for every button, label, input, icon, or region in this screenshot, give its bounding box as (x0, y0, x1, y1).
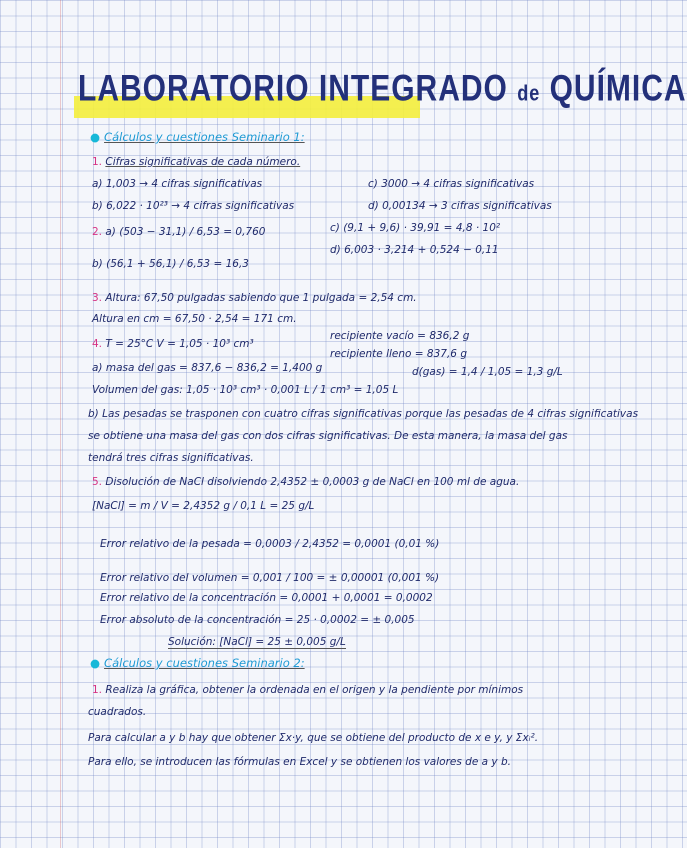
paragraph-line-1: b) Las pesadas se trasponen con cuatro cifras significativas porque las pesadas de 4 cifras significativas (88, 408, 639, 420)
bullet-icon: ● (90, 656, 101, 670)
bullet-icon: ● (90, 130, 101, 144)
margin-line (60, 0, 61, 848)
item-4: 4. T = 25°C V = 1,05 · 10³ cm³ (92, 338, 254, 350)
paragraph-line-3: tendrá tres cifras significativas. (88, 452, 254, 464)
item-1c: c) 3000 → 4 cifras significativas (368, 178, 535, 190)
error-relative-weight: Error relativo de la pesada = 0,0003 / 2,4352 = 0,0001 (0,01 %) (100, 538, 440, 550)
item-2a: 2. a) (503 − 31,1) / 6,53 = 0,760 (92, 226, 266, 238)
paragraph-line-2: se obtiene una masa del gas con dos cifras significativas. De esta manera, la masa del gas (88, 430, 568, 442)
item-4-full: recipiente lleno = 837,6 g (330, 348, 467, 360)
item-5: 5. Disolución de NaCl disolviendo 2,4352 ± 0,0003 g de NaCl en 100 ml de agua. (92, 476, 520, 488)
item-3: 3. Altura: 67,50 pulgadas sabiendo que 1 pulgada = 2,54 cm. (92, 292, 417, 304)
s2-line-3: Para calcular a y b hay que obtener Σx·y, que se obtiene del producto de x e y, y Σxᵢ². (88, 732, 539, 744)
item-4a: a) masa del gas = 837,6 − 836,2 = 1,400 g (92, 362, 323, 374)
item-1a: a) 1,003 → 4 cifras significativas (92, 178, 263, 190)
section-heading-seminario-1: ● Cálculos y cuestiones Seminario 1: (90, 130, 305, 144)
item-4-density: d(gas) = 1,4 / 1,05 = 1,3 g/L (412, 366, 563, 378)
solution: Solución: [NaCl] = 25 ± 0,005 g/L (168, 636, 346, 648)
error-relative-volume: Error relativo del volumen = 0,001 / 100 = ± 0,00001 (0,001 %) (100, 572, 440, 584)
item-1d: d) 0,00134 → 3 cifras significativas (368, 200, 552, 212)
item-1b: b) 6,022 · 10²³ → 4 cifras significativas (92, 200, 295, 212)
error-absolute-concentration: Error absoluto de la concentración = 25 · 0,0002 = ± 0,005 (100, 614, 415, 626)
item-2c: c) (9,1 + 9,6) · 39,91 = 4,8 · 10² (330, 222, 501, 234)
title-text (78, 68, 687, 111)
item-3-result: Altura en cm = 67,50 · 2,54 = 171 cm. (92, 313, 297, 325)
s2-item-1: 1. Realiza la gráfica, obtener la ordenada en el origen y la pendiente por mínimos (92, 684, 524, 696)
item-1: 1. Cifras significativas de cada número. (92, 156, 301, 168)
error-relative-concentration: Error relativo de la concentración = 0,0001 + 0,0001 = 0,0002 (100, 592, 433, 604)
item-4-volume: Volumen del gas: 1,05 · 10³ cm³ · 0,001 L / 1 cm³ = 1,05 L (92, 384, 399, 396)
item-2b: b) (56,1 + 56,1) / 6,53 = 16,3 (92, 258, 249, 270)
section-heading-seminario-2: ● Cálculos y cuestiones Seminario 2: (90, 656, 305, 670)
title-main: LABORATORIO INTEGRADO (78, 67, 508, 109)
item-2d: d) 6,003 · 3,214 + 0,524 − 0,11 (330, 244, 499, 256)
item-4-empty: recipiente vacío = 836,2 g (330, 330, 470, 342)
title-de: de (517, 80, 541, 106)
item-5-concentration: [NaCl] = m / V = 2,4352 g / 0,1 L = 25 g/L (92, 500, 315, 512)
title-quimica: QUÍMICA (549, 67, 687, 109)
s2-line-2: cuadrados. (88, 706, 147, 718)
s2-line-4: Para ello, se introducen las fórmulas en Excel y se obtienen los valores de a y b. (88, 756, 511, 768)
page-title (74, 66, 687, 122)
